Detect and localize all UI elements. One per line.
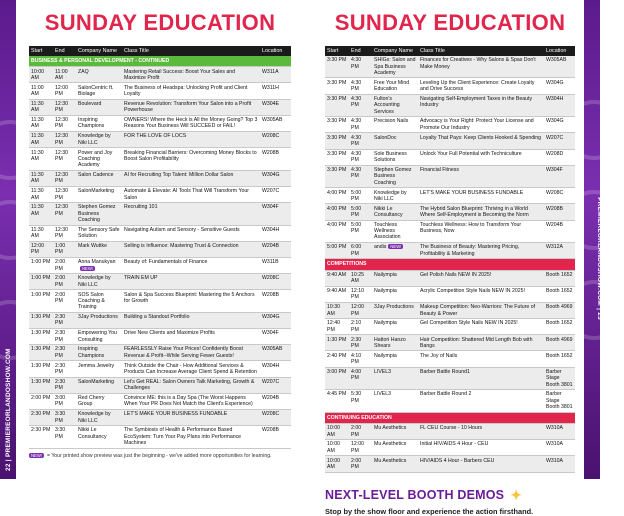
cell-title: Mastering Retail Success: Boost Your Sales and Maximize Profit xyxy=(122,67,260,83)
cell-end: 1:00 PM xyxy=(53,241,76,257)
cell-company: Free Your Mind Education xyxy=(372,78,418,94)
cell-loc: Booth 4969 xyxy=(544,302,575,318)
cell-start: 1:30 PM xyxy=(29,329,53,345)
cell-loc: W204B xyxy=(260,241,291,257)
cell-end: 12:00 PM xyxy=(53,83,76,99)
cell-end: 10:25 AM xyxy=(349,270,372,286)
cell-end: 2:00 PM xyxy=(349,456,372,472)
cell-start: 4:45 PM xyxy=(325,390,349,412)
cell-title: Leveling Up the Client Experience: Create Loyalty and Drive Success xyxy=(418,78,544,94)
demos-subtext: Stop by the show floor and experience the action firsthand. xyxy=(325,506,534,516)
cell-start: 11:30 AM xyxy=(29,132,53,148)
column-header: Start xyxy=(29,46,53,56)
cell-loc: W305AB xyxy=(260,115,291,131)
cell-start: 1:00 PM xyxy=(29,257,53,273)
table-row xyxy=(325,165,575,187)
cell-loc: W304G xyxy=(544,117,575,133)
cell-title: Barber Battle Round1 xyxy=(418,367,544,389)
cell-company: Touchless Wellness Association xyxy=(372,220,418,242)
table-row xyxy=(29,426,291,448)
column-header: Location xyxy=(260,46,291,56)
table-row xyxy=(325,270,575,286)
cell-title: Let's Get REAL: Salon Owners Talk Marketing, Growth & Challenges xyxy=(122,377,260,393)
cell-end: 4:30 PM xyxy=(349,56,372,78)
cell-loc: W204B xyxy=(544,220,575,242)
cell-loc: W310A xyxy=(544,423,575,439)
section-header: COMPETITIONS xyxy=(325,259,575,270)
cell-loc: W312A xyxy=(544,243,575,259)
cell-company: Nailympia xyxy=(372,351,418,367)
cell-end: 12:00 PM xyxy=(349,440,372,456)
cell-end: 4:30 PM xyxy=(349,133,372,149)
cell-loc: W304F xyxy=(544,165,575,187)
cell-company: Stephen Gomez Business Coaching xyxy=(372,165,418,187)
cell-start: 11:30 AM xyxy=(29,225,53,241)
cell-end: 6:00 PM xyxy=(349,243,372,259)
cell-company: 3Jay Productions xyxy=(76,312,122,328)
cell-company: Sole Business Solutions xyxy=(372,149,418,165)
sparkle-icon: ✦ xyxy=(510,486,523,503)
cell-company: Stephen Gomez Business Coaching xyxy=(76,203,122,225)
cell-company: SOS Salon Coaching & Training xyxy=(76,290,122,312)
cell-end: 3:30 PM xyxy=(53,426,76,448)
table-row xyxy=(29,274,291,290)
cell-loc: W207C xyxy=(260,377,291,393)
cell-start: 5:00 PM xyxy=(325,243,349,259)
booth-demos-callout xyxy=(325,487,575,516)
cell-company: ZAQ xyxy=(76,67,122,83)
cell-end: 2:10 PM xyxy=(349,319,372,335)
cell-loc: Booth 1652 xyxy=(544,319,575,335)
cell-start: 2:30 PM xyxy=(29,409,53,425)
cell-start: 3:30 PM xyxy=(325,149,349,165)
table-row xyxy=(29,290,291,312)
cell-loc: W208D xyxy=(544,149,575,165)
cell-title: Think Outside the Chair - How Additional Services & Products Can Increase Average Client Spend & Retention xyxy=(122,361,260,377)
cell-title: Acrylic Competition Style Nails NEW IN 2025! xyxy=(418,286,544,302)
cell-company: Nailympia xyxy=(372,319,418,335)
cell-loc: W208C xyxy=(260,274,291,290)
cell-title: Hair Competition: Shattered Mid Length Bob with Bangs xyxy=(418,335,544,351)
cell-start: 1:30 PM xyxy=(29,377,53,393)
cell-company: Knowledge by Niki LLC xyxy=(76,409,122,425)
cell-start: 10:00 AM xyxy=(325,440,349,456)
table-row xyxy=(325,243,575,259)
table-row xyxy=(29,345,291,361)
cell-loc: W207C xyxy=(260,186,291,202)
cell-start: 4:00 PM xyxy=(325,188,349,204)
cell-loc: W310A xyxy=(544,456,575,472)
cell-loc: W204B xyxy=(260,393,291,409)
cell-loc: W304H xyxy=(544,94,575,116)
table-row xyxy=(325,390,575,412)
table-row xyxy=(29,99,291,115)
cell-loc: W208C xyxy=(544,188,575,204)
cell-company: Anna ManukyanNEW! xyxy=(76,257,122,273)
cell-start: 11:30 AM xyxy=(29,115,53,131)
cell-title: FOR THE LOVE OF LOCS xyxy=(122,132,260,148)
table-row xyxy=(29,148,291,170)
cell-title: The Symbiosis of Health & Performance Based EcoSystem: Turn Your Pay Plans into Performance Machines xyxy=(122,426,260,448)
cell-end: 5:00 PM xyxy=(349,188,372,204)
cell-end: 12:30 PM xyxy=(53,203,76,225)
cell-loc: W305AB xyxy=(260,345,291,361)
cell-company: Empowering You Consulting xyxy=(76,329,122,345)
table-row xyxy=(325,367,575,389)
cell-title: Financial Fitness xyxy=(418,165,544,187)
cell-company: 3Jay Productions xyxy=(372,302,418,318)
cell-end: 4:30 PM xyxy=(349,94,372,116)
cell-end: 4:10 PM xyxy=(349,351,372,367)
cell-start: 11:30 AM xyxy=(29,203,53,225)
cell-loc: W208B xyxy=(544,204,575,220)
cell-start: 1:30 PM xyxy=(325,335,349,351)
cell-end: 2:00 PM xyxy=(53,290,76,312)
cell-loc: W304F xyxy=(260,329,291,345)
cell-loc: W208C xyxy=(260,409,291,425)
cell-end: 12:30 PM xyxy=(53,115,76,131)
cell-title: LET'S MAKE YOUR BUSINESS FUNDABLE xyxy=(418,188,544,204)
cell-end: 2:30 PM xyxy=(53,312,76,328)
right-page xyxy=(325,0,575,516)
cell-company: SalonDoc xyxy=(372,133,418,149)
cell-company: Mu Aesthetics xyxy=(372,456,418,472)
cell-end: 12:30 PM xyxy=(53,99,76,115)
cell-start: 3:30 PM xyxy=(325,117,349,133)
cell-title: Beauty of: Fundamentals of Finance xyxy=(122,257,260,273)
column-header: Company Name xyxy=(372,46,418,56)
cell-end: 12:00 PM xyxy=(349,302,372,318)
cell-start: 1:30 PM xyxy=(29,345,53,361)
column-header: Class Title xyxy=(122,46,260,56)
cell-title: Finances for Creatives - Why Salons & Spas Don't Make Money xyxy=(418,56,544,78)
table-row xyxy=(325,188,575,204)
cell-end: 2:00 PM xyxy=(53,274,76,290)
cell-loc: W304G xyxy=(544,78,575,94)
cell-loc: W304G xyxy=(260,170,291,186)
cell-company: Red Cherry Group xyxy=(76,393,122,409)
cell-company: Precision Nails xyxy=(372,117,418,133)
cell-loc: Booth 4969 xyxy=(544,335,575,351)
new-badge: NEW! xyxy=(390,244,402,250)
cell-loc: W304H xyxy=(260,225,291,241)
table-row xyxy=(325,351,575,367)
table-row xyxy=(325,302,575,318)
table-row xyxy=(29,225,291,241)
table-row xyxy=(29,67,291,83)
cell-start: 11:30 AM xyxy=(29,170,53,186)
cell-start: 3:30 PM xyxy=(325,165,349,187)
cell-start: 9:40 AM xyxy=(325,286,349,302)
cell-title: TRAIN EM UP xyxy=(122,274,260,290)
new-badge: NEW! xyxy=(31,453,42,459)
cell-title: Selling is Influence: Mastering Trust & Connection xyxy=(122,241,260,257)
cell-start: 11:30 AM xyxy=(29,148,53,170)
cell-loc: W208C xyxy=(260,132,291,148)
table-row xyxy=(325,149,575,165)
cell-start: 3:30 PM xyxy=(325,94,349,116)
cell-loc: W304G xyxy=(260,312,291,328)
table-row xyxy=(325,440,575,456)
table-row xyxy=(325,319,575,335)
cell-company: Mu Aesthetics xyxy=(372,423,418,439)
cell-company: Fulton's Accounting Services xyxy=(372,94,418,116)
cell-start: 3:00 PM xyxy=(325,367,349,389)
cell-title: FEARLESSLY Raise Your Prices! Confidently Boost Revenue & Profit--While Serving Fewer Guests! xyxy=(122,345,260,361)
table-row xyxy=(325,286,575,302)
cell-title: Advocacy is Your Right: Protect Your License and Promote Our Industry xyxy=(418,117,544,133)
cell-start: 2:00 PM xyxy=(29,393,53,409)
cell-title: Navigating Autism and Sensory - Sensitive Guests xyxy=(122,225,260,241)
cell-title: Automate & Elevate: AI Tools That Will Transform Your Salon xyxy=(122,186,260,202)
cell-title: Revenue Revolution: Transform Your Salon into a Profit Powerhouse xyxy=(122,99,260,115)
cell-start: 1:00 PM xyxy=(29,274,53,290)
cell-end: 4:30 PM xyxy=(349,165,372,187)
column-header: End xyxy=(53,46,76,56)
page-title: SUNDAY EDUCATION xyxy=(334,10,566,35)
cell-loc: W310A xyxy=(544,440,575,456)
cell-company: LIVEL3 xyxy=(372,367,418,389)
table-row xyxy=(325,456,575,472)
table-row xyxy=(29,132,291,148)
cell-company: LIVEL3 xyxy=(372,390,418,412)
cell-end: 12:30 PM xyxy=(53,225,76,241)
table-row xyxy=(29,83,291,99)
column-header: Start xyxy=(325,46,349,56)
demos-heading: NEXT-LEVEL BOOTH DEMOS xyxy=(325,488,505,502)
cell-title: Barber Battle Round 2 xyxy=(418,390,544,412)
table-row xyxy=(29,203,291,225)
left-page xyxy=(29,0,291,479)
cell-loc: W311B xyxy=(260,257,291,273)
table-row xyxy=(325,133,575,149)
cell-loc: W207C xyxy=(544,133,575,149)
table-row xyxy=(325,423,575,439)
schedule-table xyxy=(29,46,291,449)
cell-title: Touchless Wellness: How to Transform Your Business, Now xyxy=(418,220,544,242)
table-row xyxy=(325,117,575,133)
cell-end: 2:30 PM xyxy=(53,361,76,377)
cell-title: Building a Standout Portfolio xyxy=(122,312,260,328)
cell-company: Power and Joy Coaching Academy xyxy=(76,148,122,170)
table-row xyxy=(29,361,291,377)
cell-title: Initial HIV/AIDS 4 Hour - CEU xyxy=(418,440,544,456)
cell-loc: W311H xyxy=(260,83,291,99)
cell-loc: Booth 1652 xyxy=(544,270,575,286)
cell-end: 4:30 PM xyxy=(349,117,372,133)
column-header: Location xyxy=(544,46,575,56)
column-header: End xyxy=(349,46,372,56)
cell-loc: W305AB xyxy=(544,56,575,78)
cell-loc: Barber Stage Booth 3801 xyxy=(544,367,575,389)
cell-title: Unlock Your Full Potential with Techniculture xyxy=(418,149,544,165)
cell-end: 11:00 AM xyxy=(53,67,76,83)
table-row xyxy=(29,312,291,328)
cell-title: OWNERS! Where the Heck is All the Money Going? Top 3 Reasons Your Business Will SUCCEED or FAIL! xyxy=(122,115,260,131)
table-row xyxy=(325,335,575,351)
schedule-table xyxy=(325,46,575,473)
cell-start: 2:30 PM xyxy=(29,426,53,448)
cell-company: SHIGs: Salon and Spa Business Academy xyxy=(372,56,418,78)
left-side-text: 22 | PREMIEREORLANDOSHOW.COM xyxy=(5,348,12,471)
cell-end: 3:00 PM xyxy=(53,393,76,409)
table-row xyxy=(29,393,291,409)
table-row xyxy=(29,329,291,345)
column-header: Company Name xyxy=(76,46,122,56)
cell-company: Salon Cadence xyxy=(76,170,122,186)
cell-start: 10:00 AM xyxy=(325,423,349,439)
cell-title: AI for Recruiting Top Talent: Million Dollar Salon xyxy=(122,170,260,186)
cell-loc: Booth 1652 xyxy=(544,351,575,367)
cell-end: 5:30 PM xyxy=(349,390,372,412)
cell-start: 2:40 PM xyxy=(325,351,349,367)
table-row xyxy=(29,186,291,202)
cell-company: Boulevard xyxy=(76,99,122,115)
cell-start: 11:00 AM xyxy=(29,83,53,99)
cell-end: 12:30 PM xyxy=(53,132,76,148)
cell-loc: W208B xyxy=(260,426,291,448)
cell-title: Loyalty That Pays: Keep Clients Hooked & Spending xyxy=(418,133,544,149)
cell-company: andis NEW! xyxy=(372,243,418,259)
cell-end: 5:00 PM xyxy=(349,220,372,242)
cell-title: The Business of Beauty: Mastering Pricing, Profitability & Marketing xyxy=(418,243,544,259)
page-title: SUNDAY EDUCATION xyxy=(44,10,276,35)
cell-company: Inspiring Champions xyxy=(76,115,122,131)
cell-start: 1:00 PM xyxy=(29,290,53,312)
cell-company: SalonMarketing xyxy=(76,377,122,393)
footnote: NEW! = Your printed show preview was just the beginning - we've added more opportunities for learning. xyxy=(31,452,272,459)
cell-loc: Barber Stage Booth 3801 xyxy=(544,390,575,412)
cell-title: The Hybrid Salon Blueprint: Thriving in a World Where Self-Employment is Becoming the Norm xyxy=(418,204,544,220)
cell-title: The Business of Headspa: Unlocking Profit and Client Loyalty xyxy=(122,83,260,99)
cell-company: Jemma Jewelry xyxy=(76,361,122,377)
cell-company: Inspiring Champions xyxy=(76,345,122,361)
cell-company: Mark Wuttke xyxy=(76,241,122,257)
cell-loc: W208B xyxy=(260,148,291,170)
cell-start: 3:30 PM xyxy=(325,78,349,94)
cell-company: Mu Aesthetics xyxy=(372,440,418,456)
cell-loc: W304H xyxy=(260,361,291,377)
cell-title: Gel Competition Style Nails NEW IN 2025! xyxy=(418,319,544,335)
cell-company: Knowledge by Niki LLC xyxy=(76,132,122,148)
table-row xyxy=(29,241,291,257)
cell-end: 4:00 PM xyxy=(349,367,372,389)
cell-title: Convince ME: this is a Day Spa (The Worst Happens When Your PR Does Not Match the Client's Experience) xyxy=(122,393,260,409)
new-badge: NEW! xyxy=(82,265,93,271)
cell-title: HIV/AIDS 4 Hour - Barbers CEU xyxy=(418,456,544,472)
cell-end: 2:30 PM xyxy=(53,345,76,361)
section-header: BUSINESS & PERSONAL DEVELOPMENT - CONTINUED xyxy=(29,56,291,67)
cell-start: 12:40 PM xyxy=(325,319,349,335)
cell-end: 2:30 PM xyxy=(53,377,76,393)
cell-end: 12:30 PM xyxy=(53,186,76,202)
cell-end: 2:00 PM xyxy=(349,423,372,439)
table-row xyxy=(325,56,575,78)
cell-company: Nailympia xyxy=(372,270,418,286)
cell-start: 3:30 PM xyxy=(325,133,349,149)
cell-company: Knowledge by Niki LLC xyxy=(76,274,122,290)
cell-title: Makeup Competition: Neo-Warriors: The Future of Beauty & Power xyxy=(418,302,544,318)
cell-start: 1:30 PM xyxy=(29,312,53,328)
cell-start: 1:30 PM xyxy=(29,361,53,377)
table-row xyxy=(325,204,575,220)
cell-company: Nikki Le Consultancy xyxy=(372,204,418,220)
table-row xyxy=(325,220,575,242)
cell-end: 12:30 PM xyxy=(53,170,76,186)
cell-start: 10:30 AM xyxy=(325,302,349,318)
cell-company: Nikki Le Consultancy xyxy=(76,426,122,448)
cell-start: 3:30 PM xyxy=(325,56,349,78)
cell-company: Hattori Hanzo Shears xyxy=(372,335,418,351)
table-row xyxy=(29,115,291,131)
cell-end: 12:10 PM xyxy=(349,286,372,302)
column-header: Class Title xyxy=(418,46,544,56)
cell-start: 10:00 AM xyxy=(325,456,349,472)
cell-start: 12:00 PM xyxy=(29,241,53,257)
cell-company: Knowledge by Niki LLC xyxy=(372,188,418,204)
cell-end: 4:30 PM xyxy=(349,149,372,165)
cell-title: Drive New Clients and Maximize Profits xyxy=(122,329,260,345)
cell-title: Recruiting 101 xyxy=(122,203,260,225)
cell-end: 2:00 PM xyxy=(53,257,76,273)
cell-start: 11:30 AM xyxy=(29,99,53,115)
cell-loc: W304F xyxy=(260,203,291,225)
right-side-text: PREMIEREORLANDOSHOW.COM | 23 xyxy=(596,197,603,320)
cell-company: SalonMarketing xyxy=(76,186,122,202)
cell-loc: W208B xyxy=(260,290,291,312)
cell-start: 11:30 AM xyxy=(29,186,53,202)
cell-company: Nailympia xyxy=(372,286,418,302)
cell-title: Breaking Financial Barriers: Overcoming Money Blocks to Boost Salon Profitability xyxy=(122,148,260,170)
cell-start: 9:40 AM xyxy=(325,270,349,286)
table-row xyxy=(325,94,575,116)
cell-end: 4:30 PM xyxy=(349,78,372,94)
cell-title: FL CEU Course - 10 Hours xyxy=(418,423,544,439)
table-row xyxy=(29,377,291,393)
cell-end: 12:30 PM xyxy=(53,148,76,170)
table-row xyxy=(29,409,291,425)
cell-title: Salon & Spa Success Blueprint: Mastering the 5 Anchors for Growth xyxy=(122,290,260,312)
table-row xyxy=(29,257,291,273)
cell-start: 10:00 AM xyxy=(29,67,53,83)
cell-loc: W311A xyxy=(260,67,291,83)
cell-end: 5:00 PM xyxy=(349,204,372,220)
cell-title: The Joy of Nails xyxy=(418,351,544,367)
cell-end: 3:30 PM xyxy=(53,409,76,425)
cell-company: SalonCentric ft. Biolage xyxy=(76,83,122,99)
table-row xyxy=(29,170,291,186)
cell-loc: W304E xyxy=(260,99,291,115)
cell-title: LET'S MAKE YOUR BUSINESS FUNDABLE xyxy=(122,409,260,425)
table-row xyxy=(325,78,575,94)
cell-end: 2:30 PM xyxy=(349,335,372,351)
cell-start: 4:00 PM xyxy=(325,220,349,242)
section-header: CONTINUING EDUCATION xyxy=(325,412,575,423)
cell-title: Gel Polish Nails NEW IN 2025! xyxy=(418,270,544,286)
cell-company: The Sensory Safe Solution xyxy=(76,225,122,241)
cell-end: 2:30 PM xyxy=(53,329,76,345)
cell-start: 4:00 PM xyxy=(325,204,349,220)
cell-title: Navigating Self-Employment Taxes in the Beauty Industry xyxy=(418,94,544,116)
cell-loc: Booth 1652 xyxy=(544,286,575,302)
